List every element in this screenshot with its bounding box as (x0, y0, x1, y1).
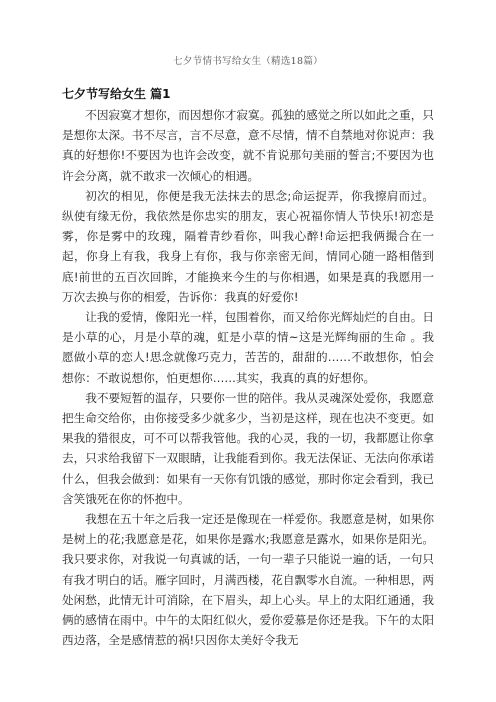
article-body (62, 105, 434, 650)
article-heading: 七夕节写给女生 篇1 (62, 87, 171, 101)
paragraph: 让我的爱情，像阳光一样，包围着你，而又给你光辉灿烂的自由。日是小草的心，月是小草的魂，虹是小草的情~这是光辉绚丽的生命 。我愿做小草的恋人!思念就像巧克力，苦苦的，甜甜的……不敢想你，怕会想你：不敢说想你，怕更想你……其实，我真的真的好想你。 (62, 310, 434, 385)
paragraph: 我想在五十年之后我一定还是像现在一样爱你。我愿意是树，如果你是树上的花;我愿意是花，如果你是露水;我愿意是露水，如果你是阳光。我只要求你，对我说一句真诚的话，一句一辈子只能说一遍的话，一句只有我才明白的话。雁字回时，月满西楼，花自飘零水自流。一种相思，两处闲愁，此情无计可消除，在下眉头，却上心头。早上的太阳红通通，我俩的感情在雨中。中午的太阳红似火，爱你爱慕是你还是我。下午的太阳西边落，全是感情惹的祸!只因你太美好令我无 (62, 512, 434, 648)
document-header-title: 七夕节情书写给女生（精选18篇） (173, 56, 323, 67)
paragraph: 初次的相见，你便是我无法抹去的思念;命运捉弄，你我擦肩而过。纵使有缘无份，我依然是你忠实的朋友，衷心祝福你情人节快乐!初恋是雾，你是雾中的玫瑰，隔着青纱看你，叫我心醉!命运把我俩撮合在一起，你身上有我，我身上有你，我与你亲密无间，情同心随一路相偕到底!前世的五百次回眸，才能换来今生的与你相遇，如果是真的我愿用一万次去换与你的相爱，告诉你：我真的好爱你! (62, 188, 434, 304)
paragraph: 不因寂寞才想你，而因想你才寂寞。孤独的感觉之所以如此之重，只是想你太深。书不尽言，言不尽意，意不尽情，情不自禁地对你说声：我真的好想你!不要因为也许会改变，就不肯说那句美丽的誓言;不要因为也许会分离，就不敢求一次倾心的相遇。 (62, 108, 434, 183)
paragraph: 我不要短暂的温存，只要你一世的陪伴。我从灵魂深处爱你，我愿意把生命交给你，由你接受多少就多少，当初是这样，现在也决不变更。如果我的猎很皮，可不可以帮我管他。我的心灵，我的一切，我都愿让你拿去，只求给我留下一双眼睛，让我能看到你。我无法保证、无法向你承诺什么，但我会做到：如果有一天你有饥饿的感觉，那时你定会看到，我已含笑饿死在你的怀抱中。 (62, 390, 434, 506)
